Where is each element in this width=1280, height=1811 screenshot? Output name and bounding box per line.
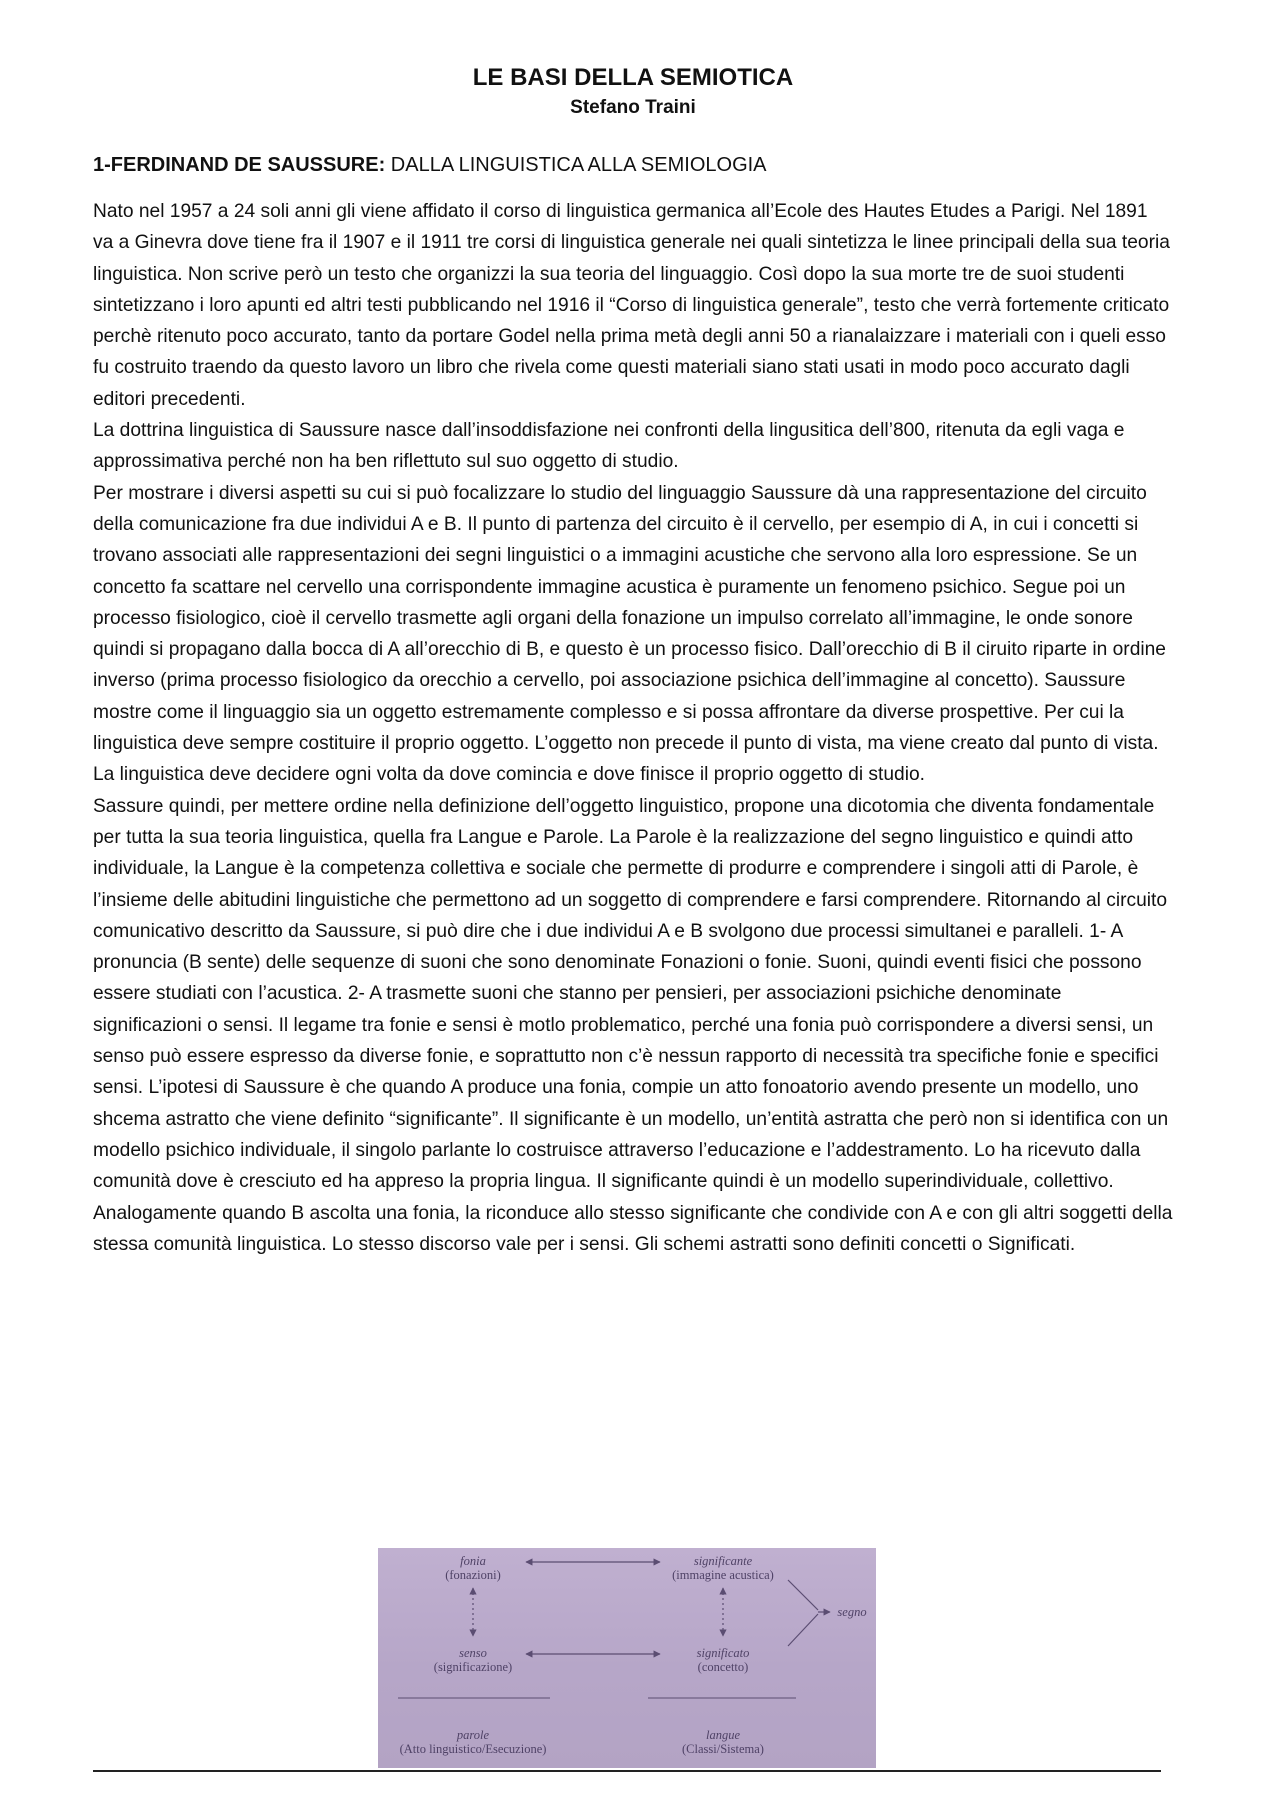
- label-parole: [378, 1728, 568, 1756]
- section-heading-rest: DALLA LINGUISTICA ALLA SEMIOLOGIA: [385, 154, 767, 176]
- label-parole-text: parole: [456, 1728, 490, 1742]
- label-senso-text: senso: [459, 1646, 487, 1660]
- label-langue-sub: (Classi/Sistema): [682, 1742, 764, 1756]
- label-senso-sub: (significazione): [433, 1660, 513, 1674]
- paragraph-3: Per mostrare i diversi aspetti su cui si può focalizzare lo studio del linguaggio Saussure dà una rappresentazione del circuito della comunicazione fra due individui A e B. Il punto di partenza del circuito è il cervello, per esempio di A, in cui i concetti si trovano associati alle rappresentazioni dei segni linguistici o a immagini acustiche che servono alla loro espressione. Se un concetto fa scattare nel cervello una corrispondente immagine acustica è puramente un fenomeno psichico. Segue poi un processo fisiologico, cioè il cervello trasmette agli organi della fonazione un impulso correlato all’immagine, le onde sonore quindi si propagano dalla bocca di A all’orecchio di B, e questo è un processo fisico. Dall’orecchio di B il ciruito riparte in ordine inverso (prima processo fisiologico da orecchio a cervello, poi associazione psichica dell’immagine al concetto). Saussure mostre come il linguaggio sia un oggetto estremamente complesso e si possa affrontare da diverse prospettive. Per cui la linguistica deve sempre costituire il proprio oggetto. L’oggetto non precede il punto di vista, ma viene creato dal punto di vista. La linguistica deve decidere ogni volta da dove comincia e dove finisce il proprio oggetto di studio.: [93, 482, 1166, 786]
- bracket-bottom: [788, 1614, 818, 1646]
- label-significato-text: significato: [696, 1646, 750, 1660]
- label-fonia-text: fonia: [460, 1554, 486, 1568]
- label-segno: segno: [837, 1605, 867, 1619]
- sign-diagram-figure: [378, 1548, 876, 1768]
- section-heading-bold: 1-FERDINAND DE SAUSSURE:: [93, 154, 386, 176]
- label-langue-text: langue: [705, 1728, 741, 1742]
- document-author: Stefano Traini: [570, 97, 696, 118]
- paragraph-4: Sassure quindi, per mettere ordine nella definizione dell’oggetto linguistico, propone una dicotomia che diventa fondamentale per tutta la sua teoria linguistica, quella fra Langue e Parole. La Parole è la realizzazione del segno linguistico e quindi atto individuale, la Langue è la competenza collettiva e sociale che permette di produrre e comprendere i singoli atti di Parole, è l’insieme delle abitudini linguistiche che permettono ad un soggetto di comprendere e farsi comprendere. Ritornando al circuito comunicativo descritto da Saussure, si può dire che i due individui A e B svolgono due processi simultanei e paralleli. 1- A pronuncia (B sente) delle sequenze di suoni che sono denominate Fonazioni o fonie. Suoni, quindi eventi fisici che possono essere studiati con l’acustica. 2- A trasmette suoni che stanno per pensieri, per associazioni psichiche denominate significazioni o sensi. Il legame tra fonie e sensi è motlo problematico, perché una fonia può corrispondere a diversi sensi, un senso può essere espresso da diverse fonie, e soprattutto non c’è nessun rapporto di necessità tra specifiche fonie e specifici sensi. L’ipotesi di Saussure è che quando A produce una fonia, compie un atto fonoatorio avendo presente un modello, uno shcema astratto che viene definito “significante”. Il significante è un modello, un’entità astratta che però non si identifica con un modello psichico individuale, il singolo parlante lo costruisce attraverso l’educazione e l’addestramento. Lo ha ricevuto dalla comunità dove è cresciuto ed ha appreso la propria lingua. Il significante quindi è un modello superindividuale, collettivo. Analogamente quando B ascolta una fonia, la riconduce allo stesso significante che condivide con A e con gli altri soggetti della stessa comunità linguistica. Lo stesso discorso vale per i sensi. Gli schemi astratti sono definiti concetti o Significati.: [93, 795, 1173, 1255]
- label-significante-sub: (immagine acustica): [672, 1568, 774, 1582]
- body-text: [93, 196, 1173, 1260]
- label-parole-sub: (Atto linguistico/Esecuzione): [399, 1742, 547, 1756]
- bracket-top: [788, 1580, 818, 1610]
- bottom-rule: [93, 1770, 1161, 1772]
- label-significante-text: significante: [693, 1554, 753, 1568]
- document-title: LE BASI DELLA SEMIOTICA: [472, 64, 794, 91]
- label-langue: [658, 1728, 788, 1756]
- paragraph-2: La dottrina linguistica di Saussure nasce dall’insoddisfazione nei confronti della lingusitica dell’800, ritenuta da egli vaga e approssimativa perché non ha ben riflettuto sul suo oggetto di studio.: [93, 420, 1125, 473]
- section-heading: [93, 150, 1173, 180]
- label-significato: [668, 1646, 778, 1674]
- document-page: [93, 62, 1173, 1260]
- paragraph-1: Nato nel 1957 a 24 soli anni gli viene affidato il corso di linguistica germanica all’Ecole des Hautes Etudes a Parigi. Nel 1891 va a Ginevra dove tiene fra il 1907 e il 1911 tre corsi di linguistica generale nei quali sintetizza le linee principali della sua teoria linguistica. Non scrive però un testo che organizzi la sua teoria del linguaggio. Così dopo la sua morte tre de suoi studenti sintetizzano i loro apunti ed altri testi pubblicando nel 1916 il “Corso di linguistica generale”, testo che verrà fortemente criticato perchè ritenuto poco accurato, tanto da portare Godel nella prima metà degli anni 50 a rianalaizzare i materiali con i queli esso fu costruito traendo da questo lavoro un libro che rivela come questi materiali siano stati usati in modo poco accurato dagli editori precedenti.: [93, 201, 1170, 410]
- label-significante: [663, 1554, 783, 1582]
- label-senso: [418, 1646, 528, 1674]
- label-significato-sub: (concetto): [697, 1660, 749, 1674]
- label-fonia-sub: (fonazioni): [445, 1568, 501, 1582]
- label-fonia: [428, 1554, 518, 1582]
